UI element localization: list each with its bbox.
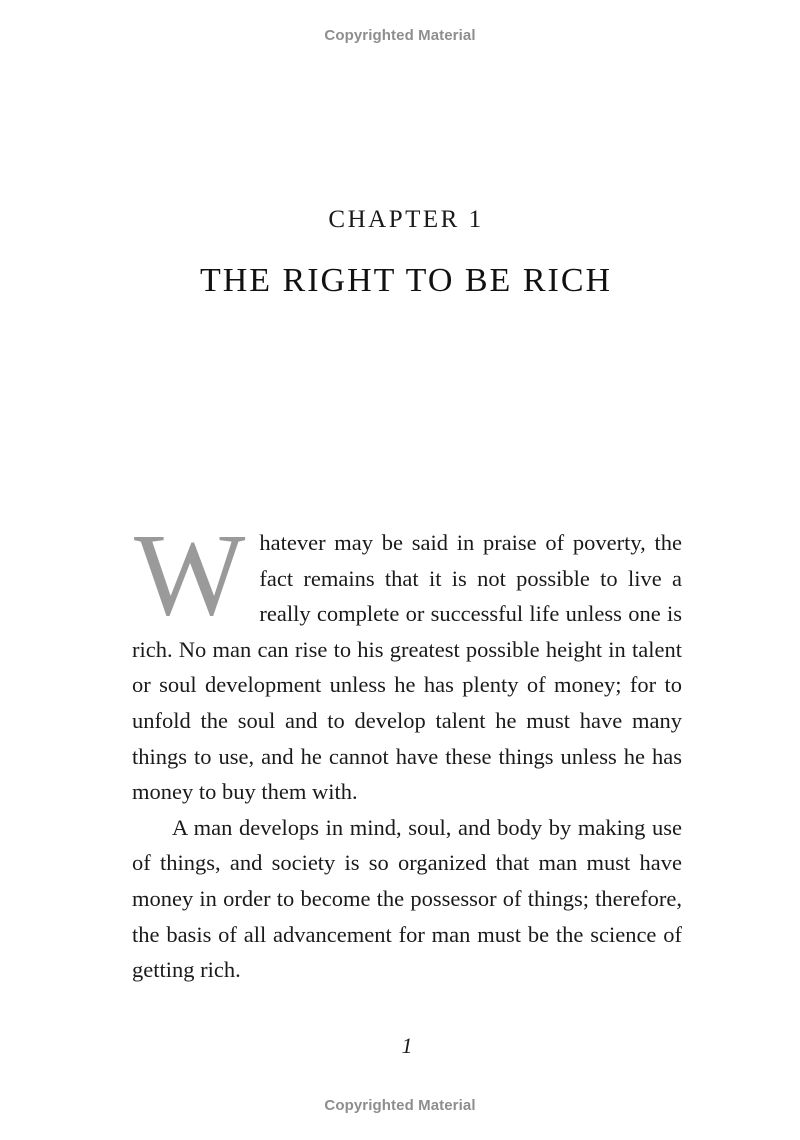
copyright-watermark-bottom: Copyrighted Material	[324, 1097, 476, 1114]
chapter-body	[132, 509, 682, 988]
paragraph-2: A man develops in mind, soul, and body by making use of things, and society is so organized that man must have money in order to become the possessor of things; therefore, the basis of all advancement for man must be the science of getting rich.	[132, 814, 682, 983]
chapter-title: THE RIGHT TO BE RICH	[199, 262, 613, 299]
page-number: 1	[401, 1033, 413, 1058]
copyright-watermark-top: Copyrighted Material	[324, 27, 476, 44]
drop-cap-letter: W	[134, 509, 246, 640]
paragraph-1	[132, 509, 682, 810]
chapter-label: CHAPTER 1	[328, 206, 484, 233]
paragraph-1-text: hatever may be said in praise of poverty, the fact remains that it is not possible to live a really complete or successful life unless one is rich. No man can rise to his greatest possible height in talent or soul development unless he has plenty of money; for to unfold the soul and to develop talent he must have many things to use, and he cannot have these things unless he has money to buy them with.	[132, 530, 682, 805]
